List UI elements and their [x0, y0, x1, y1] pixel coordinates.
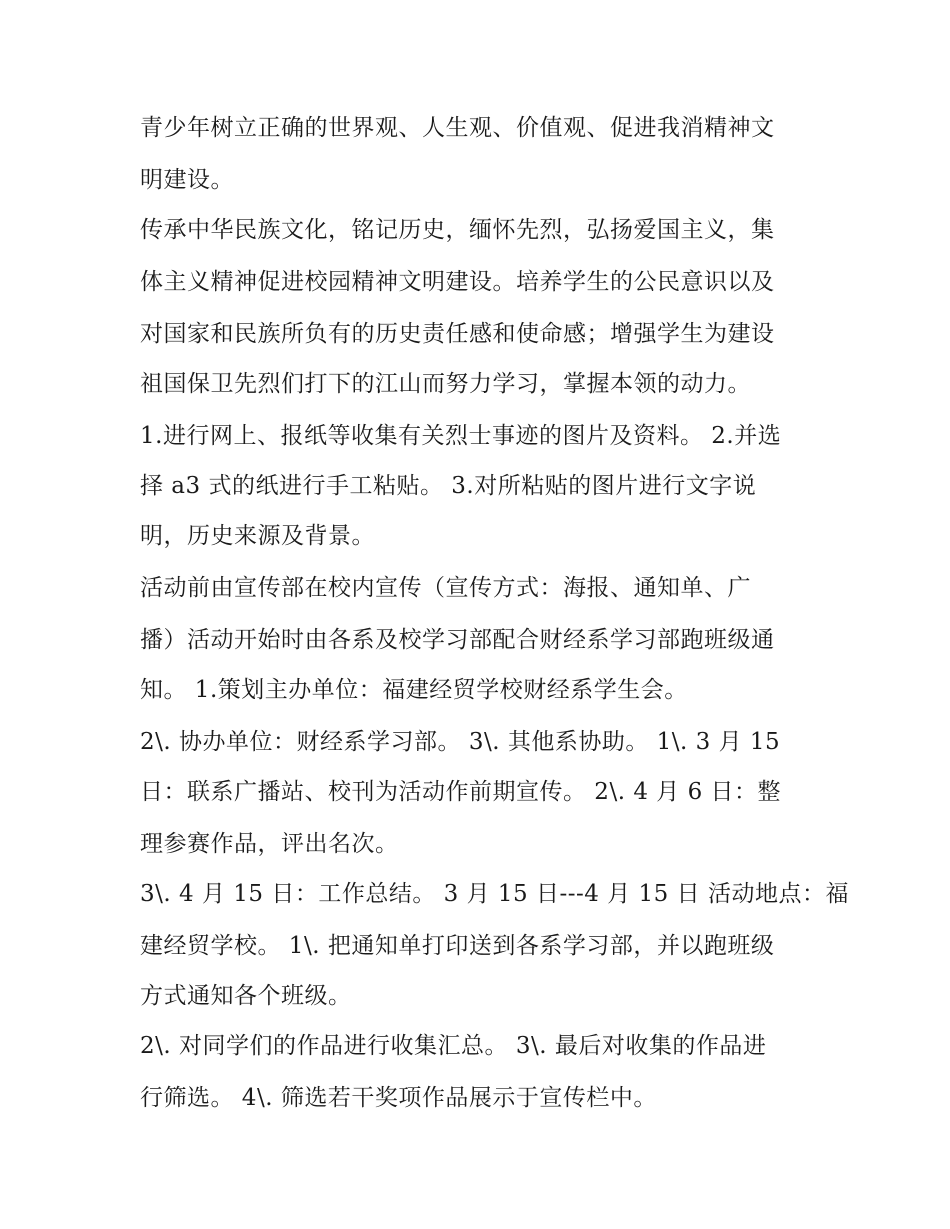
text-line-15: 理参赛作品，评出名次。: [140, 831, 399, 857]
text-line-13: 2\. 协办单位：财经系学习部。 3\. 其他系协助。 1\. 3 月 15: [140, 729, 781, 755]
text-line-17: 建经贸学校。 1\. 把通知单打印送到各系学习部，并以跑班级: [140, 933, 775, 959]
text-line-20: 行筛选。 4\. 筛选若干奖项作品展示于宣传栏中。: [140, 1085, 657, 1111]
text-line-18: 方式通知各个班级。: [140, 983, 352, 1009]
text-line-11: 播）活动开始时由各系及校学习部配合财经系学习部跑班级通: [140, 627, 775, 653]
text-line-1: 青少年树立正确的世界观、人生观、价值观、促进我消精神文: [140, 115, 775, 141]
text-line-12: 知。 1.策划主办单位：福建经贸学校财经系学生会。: [140, 677, 688, 703]
text-line-4: 体主义精神促进校园精神文明建设。培养学生的公民意识以及: [140, 269, 775, 295]
text-line-14: 日：联系广播站、校刊为活动作前期宣传。 2\. 4 月 6 日：整: [140, 779, 782, 805]
text-line-3: 传承中华民族文化，铭记历史，缅怀先烈，弘扬爱国主义，集: [140, 217, 775, 243]
text-line-5: 对国家和民族所负有的历史责任感和使命感；增强学生为建设: [140, 321, 775, 347]
text-line-8: 择 a3 式的纸进行手工粘贴。 3.对所粘贴的图片进行文字说: [140, 473, 757, 499]
text-line-2: 明建设。: [140, 167, 234, 193]
text-line-6: 祖国保卫先烈们打下的江山而努力学习，掌握本领的动力。: [140, 371, 751, 397]
text-line-16: 3\. 4 月 15 日：工作总结。 3 月 15 日---4 月 15 日 活动地点：福: [140, 881, 849, 907]
text-line-10: 活动前由宣传部在校内宣传（宣传方式：海报、通知单、广: [140, 575, 751, 601]
text-line-19: 2\. 对同学们的作品进行收集汇总。 3\. 最后对收集的作品进: [140, 1033, 767, 1059]
text-line-9: 明，历史来源及背景。: [140, 523, 375, 549]
text-line-7: 1.进行网上、报纸等收集有关烈士事迹的图片及资料。 2.并选: [140, 423, 782, 449]
